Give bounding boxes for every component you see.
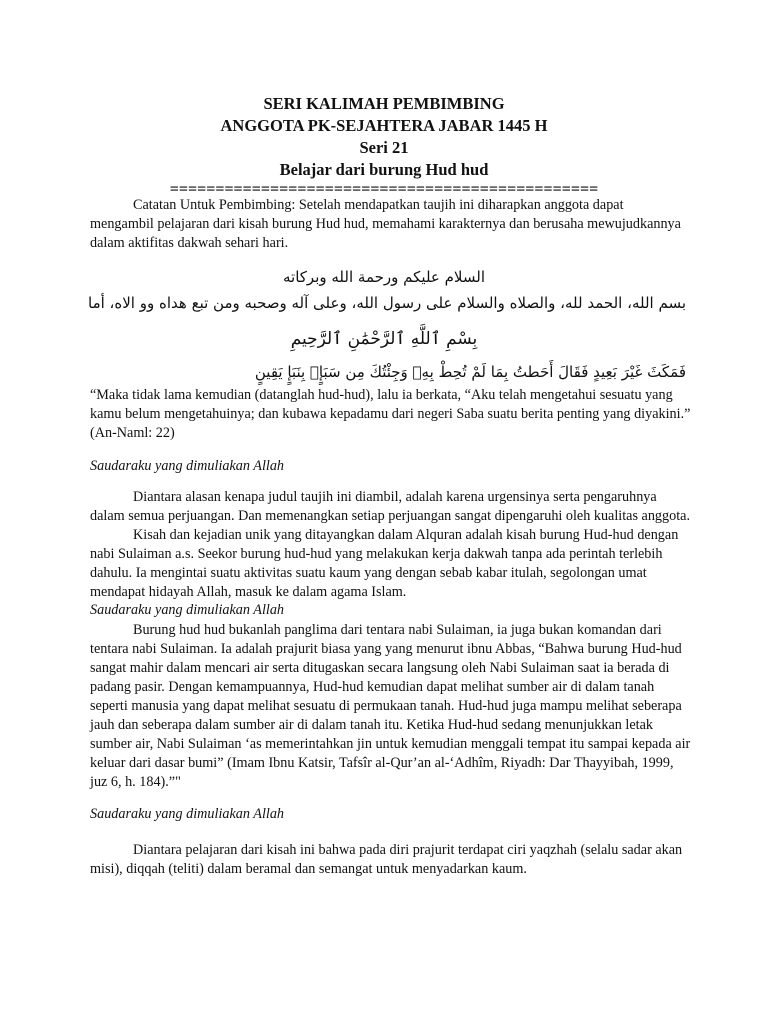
note-line-2: mengambil pelajaran dari kisah burung Hud hud, memahami karakternya dan berusaha mewujudkannya (90, 216, 681, 232)
header-subtitle: Belajar dari burung Hud hud (279, 160, 489, 179)
para3-line-1: Burung hud hud bukanlah panglima dari tentara nabi Sulaiman, ia juga bukan komandan dari (133, 622, 662, 638)
header-separator: =============================================== (169, 181, 599, 198)
arabic-opening: بسم الله، الحمد لله، والصلاه والسلام على رسول الله، وعلى آله وصحبه ومن تبع هداه وو الاه، أما (88, 294, 686, 312)
note-line-1: Catatan Untuk Pembimbing: Setelah mendapatkan taujih ini diharapkan anggota dapat (133, 197, 624, 213)
para2-line-4: mendapat hidayah Allah, masuk ke dalam agama Islam. (90, 584, 407, 600)
para3-line-9: juz 6, h. 184).”" (90, 774, 181, 790)
greeting-2: Saudaraku yang dimuliakan Allah (90, 602, 285, 618)
para3-line-7: sumber air, Nabi Sulaiman ‘as memerintahkan jin untuk kemudian menggali tempat itu sampai kepada air (90, 736, 691, 752)
arabic-basmalah: بِسْمِ ٱللَّهِ ٱلرَّحْمَٰنِ ٱلرَّحِيمِ (290, 329, 478, 349)
translation-line-3: (An-Naml: 22) (90, 425, 175, 441)
para2-line-2: nabi Sulaiman a.s. Seekor burung hud-hud yang melakukan kerja dakwah tanpa ada perintah terlebih (90, 546, 663, 562)
para4-line-2: misi), diqqah (teliti) dalam beramal dan semangat untuk menyadarkan kaum. (90, 861, 527, 877)
para4-line-1: Diantara pelajaran dari kisah ini bahwa pada diri prajurit terdapat ciri yaqzhah (selalu sadar akan (133, 842, 683, 858)
arabic-verse: فَمَكَثَ غَيْرَ بَعِيدٍ فَقَالَ أَحَطتُ بِمَا لَمْ تُحِطْ بِهِۦ وَجِئْتُكَ مِن سَبَإٍۭ بِنَبَإٍ يَقِينٍ (254, 363, 686, 381)
para1-line-2: dalam semua perjuangan. Dan memenangkan setiap perjuangan sangat dipengaruhi oleh kualitas anggota. (90, 508, 691, 524)
greeting-3: Saudaraku yang dimuliakan Allah (90, 806, 285, 822)
para2-line-3: dahulu. Ia mengintai suatu aktivitas suatu kaum yang dengan sebab kabar itulah, segolongan umat (90, 565, 647, 581)
header-series-number: Seri 21 (359, 138, 409, 157)
para3-line-8: keluar dari dasar bumi” (Imam Ibnu Katsir, Tafsîr al-Qur’an al-‘Adhîm, Riyadh: Dar Thayyibah, 1999, (90, 755, 674, 771)
header-title: SERI KALIMAH PEMBIMBING (263, 94, 505, 113)
note-line-3: dalam aktifitas dakwah sehari hari. (90, 235, 289, 251)
translation-line-2: kamu belum mengetahuinya; dan kubawa kepadamu dari negeri Saba suatu berita penting yang diyakini.” (90, 406, 691, 422)
para3-line-3: sangat mahir dalam mencari air serta ditugaskan secara langsung oleh Nabi Sulaiman saat ia berada di (90, 660, 670, 676)
arabic-salam: السلام عليكم ورحمة الله وبركاته (283, 268, 485, 286)
greeting-1: Saudaraku yang dimuliakan Allah (90, 458, 285, 474)
translation-line-1: “Maka tidak lama kemudian (datanglah hud-hud), lalu ia berkata, “Aku telah mengetahui sesuatu yang (90, 387, 673, 403)
para3-line-6: jauh dan seberapa dalam sumber air di dalam tanah itu. Ketika Hud-hud sedang menunjukkan letak (90, 717, 653, 733)
para3-line-5: seperti manusia yang dapat melihat sesuatu di permukaan tanah. Hud-hud juga mampu melihat seberapa (90, 698, 682, 714)
para2-line-1: Kisah dan kejadian unik yang ditayangkan dalam Alquran adalah kisah burung Hud-hud dengan (133, 527, 679, 543)
para1-line-1: Diantara alasan kenapa judul taujih ini diambil, adalah karena urgensinya serta pengaruhnya (133, 489, 657, 505)
header-organization: ANGGOTA PK-SEJAHTERA JABAR 1445 H (220, 116, 548, 135)
para3-line-2: tentara nabi Sulaiman. Ia adalah prajurit biasa yang yang menurut ibnu Abbas, “Bahwa burung Hud-hud (90, 641, 682, 657)
para3-line-4: padang pasir. Dengan kemampuannya, Hud-hud kemudian dapat melihat sumber air di dalam tanah (90, 679, 655, 695)
